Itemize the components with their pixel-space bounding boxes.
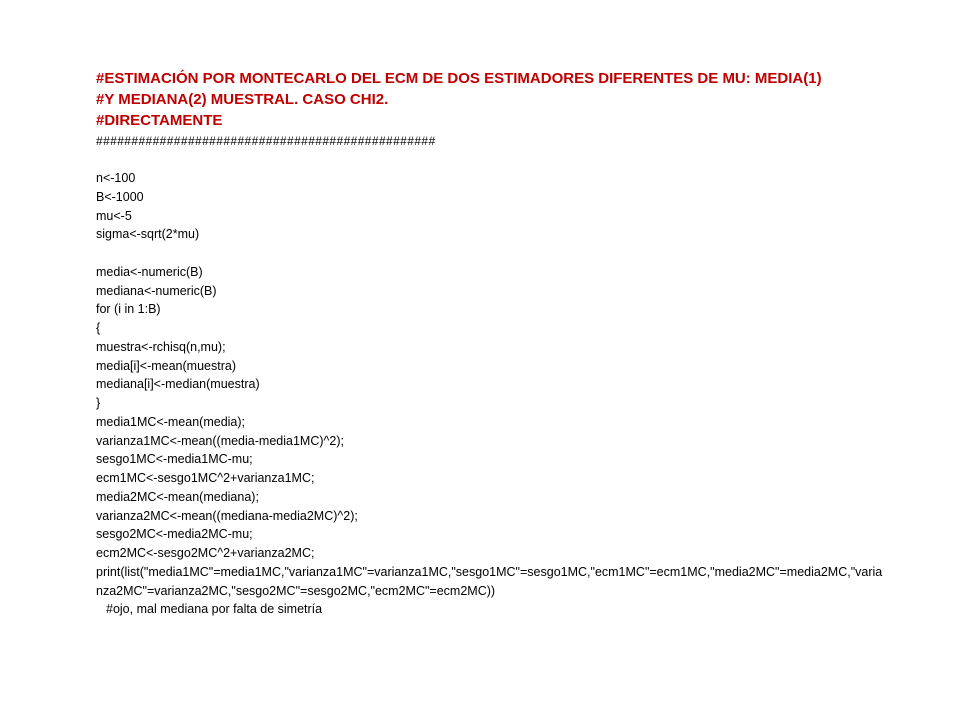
code-line: sigma<-sqrt(2*mu) bbox=[96, 227, 200, 242]
comment-line: #ojo, mal mediana por falta de simetría bbox=[106, 602, 323, 617]
header-line-3: #DIRECTAMENTE bbox=[96, 112, 223, 129]
hash-divider: ################################################ bbox=[96, 134, 436, 148]
code-block bbox=[96, 169, 896, 619]
print-statement: print(list("media1MC"=media1MC,"varianza1MC"=varianza1MC,"sesgo1MC"=sesgo1MC,"ecm1MC"=ecm1MC,"media2MC"=media2MC,"varianza2MC"=varianza2MC,"sesgo2MC"=sesgo2MC,"ecm2MC"=ecm2MC)) bbox=[96, 564, 883, 598]
code-line: } bbox=[96, 396, 101, 410]
code-line: mu<-5 bbox=[96, 208, 132, 223]
code-line: for (i in 1:B) bbox=[96, 302, 161, 317]
code-line: mediana<-numeric(B) bbox=[96, 283, 217, 298]
code-line: mediana[i]<-median(muestra) bbox=[96, 377, 260, 392]
code-line: { bbox=[96, 321, 101, 335]
code-line: sesgo1MC<-media1MC-mu; bbox=[96, 452, 253, 467]
code-line: n<-100 bbox=[96, 171, 136, 185]
code-line: varianza1MC<-mean((media-media1MC)^2); bbox=[96, 433, 344, 448]
code-line: varianza2MC<-mean((mediana-media2MC)^2); bbox=[96, 508, 358, 523]
code-line: media2MC<-mean(mediana); bbox=[96, 489, 259, 504]
code-line-blank bbox=[96, 244, 896, 263]
code-line: ecm1MC<-sesgo1MC^2+varianza1MC; bbox=[96, 471, 315, 485]
header-line-2: #Y MEDIANA(2) MUESTRAL. CASO CHI2. bbox=[96, 91, 389, 108]
code-line: media<-numeric(B) bbox=[96, 264, 203, 279]
code-line: ecm2MC<-sesgo2MC^2+varianza2MC; bbox=[96, 546, 315, 560]
code-line: muestra<-rchisq(n,mu); bbox=[96, 339, 226, 354]
code-line: B<-1000 bbox=[96, 189, 144, 204]
header-line-1: #ESTIMACIÓN POR MONTECARLO DEL ECM DE DOS ESTIMADORES DIFERENTES DE MU: MEDIA(1) bbox=[96, 70, 822, 87]
header-block bbox=[96, 68, 896, 150]
code-line: media1MC<-mean(media); bbox=[96, 414, 246, 429]
code-line: sesgo2MC<-media2MC-mu; bbox=[96, 527, 253, 542]
code-line: media[i]<-mean(muestra) bbox=[96, 358, 236, 373]
